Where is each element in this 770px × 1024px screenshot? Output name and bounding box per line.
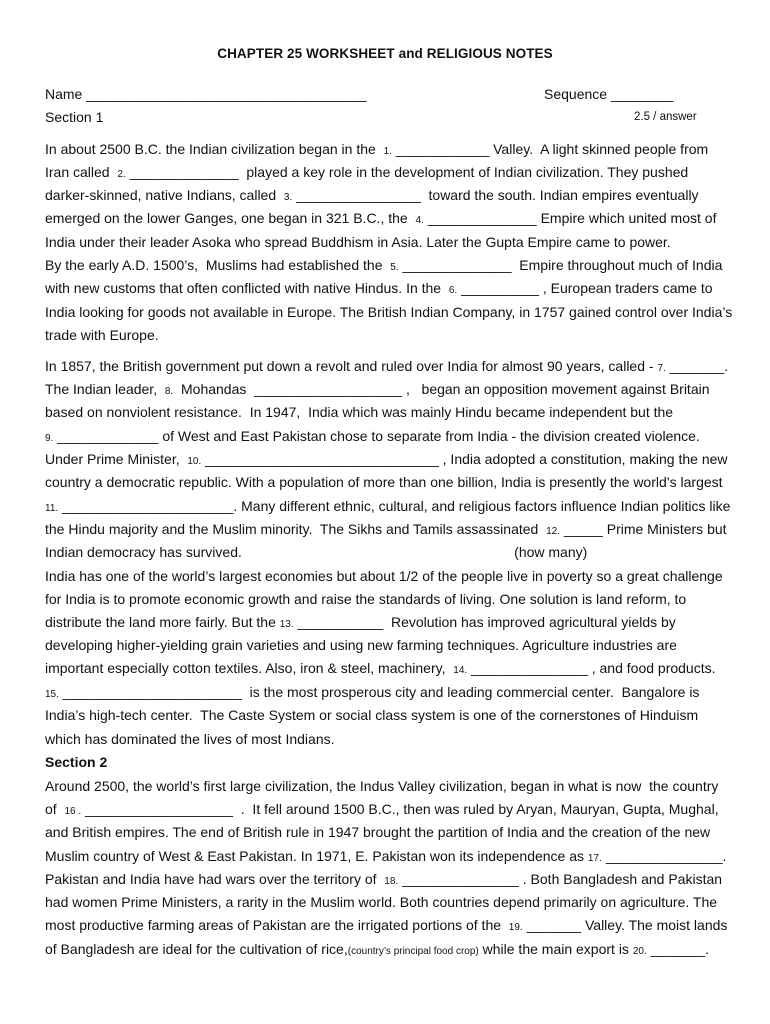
text-line: India under their leader Asoka who spread Buddhism in Asia. Later the Gupta Empire came to power.	[45, 234, 671, 250]
question-number: 5.	[390, 262, 399, 273]
text-line: with new customs that often conflicted with native Hindus. In the 6. __________ , European traders came to	[45, 280, 713, 296]
question-number: 15.	[45, 689, 59, 700]
question-number: 2.	[117, 169, 126, 180]
question-number: 14.	[453, 665, 468, 676]
question-number: 3.	[283, 192, 293, 203]
question-number: 13.	[279, 619, 294, 630]
text-line: Iran called 2. ______________ played a key role in the development of Indian civilization. They pushed	[45, 164, 689, 180]
text-line: India’s high-tech center. The Caste System or social class system is one of the cornerstones of Hinduism	[45, 707, 699, 723]
text-line	[45, 752, 107, 772]
text-line: By the early A.D. 1500’s, Muslims had established the 5. ______________ Empire throughout much of India	[45, 257, 723, 273]
question-number: 12.	[546, 526, 561, 537]
text-line: The Indian leader, 8. Mohandas ___________________ , began an opposition movement against Britain	[45, 381, 710, 397]
text-line: Under Prime Minister, 10. ______________________________ , India adopted a constitution, making the new	[45, 451, 728, 467]
question-number: 1.	[383, 146, 392, 157]
text-line: In about 2500 B.C. the Indian civilization began in the 1. ____________ Valley. A light skinned people from	[45, 141, 709, 157]
text-line: trade with Europe.	[45, 327, 159, 343]
question-number: 18.	[384, 876, 399, 887]
text-line: distribute the land more fairly. But the 13. ___________ Revolution has improved agricultural yields by	[45, 614, 676, 630]
question-number: 16 .	[64, 806, 82, 817]
points-per-answer: 2.5 / answer	[634, 111, 697, 123]
text-line: had women Prime Ministers, a rarity in the Muslim world. Both countries depend primarily on agriculture. The	[45, 894, 718, 910]
section-1-label: Section 1	[45, 109, 104, 125]
text-line: developing higher-yielding grain varieties and using new farming techniques. Agriculture industries are	[45, 637, 677, 653]
question-number: 9.	[45, 433, 54, 444]
text-line: emerged on the lower Ganges, one began in 321 B.C., the 4. ______________ Empire which united most of	[45, 210, 717, 226]
text-line: India looking for goods not available in Europe. The British Indian Company, in 1757 gained control over India’s	[45, 304, 733, 320]
text-line: of 16 . ___________________ . It fell around 1500 B.C., then was ruled by Aryan, Mauryan, Gupta, Mughal,	[45, 801, 719, 817]
sequence-field: Sequence ________	[544, 86, 674, 102]
text-line: 15. _______________________ is the most prosperous city and leading commercial center. Bangalore is	[45, 684, 700, 700]
question-number: 20.	[632, 946, 647, 957]
question-number: 8.	[164, 386, 174, 397]
question-number: 7.	[657, 363, 666, 374]
text-line: based on nonviolent resistance. In 1947, India which was mainly Hindu became independent but the	[45, 404, 674, 420]
page-title: CHAPTER 25 WORKSHEET and RELIGIOUS NOTES	[217, 46, 553, 61]
text-line: In 1857, the British government put down a revolt and ruled over India for almost 90 years, called - 7. _______.	[45, 358, 729, 374]
text-line: important especially cotton textiles. Also, iron & steel, machinery, 14. _______________ , and food products.	[45, 660, 716, 676]
text-line: the Hindu majority and the Muslim minority. The Sikhs and Tamils assassinated 12. _____ Prime Ministers but	[45, 521, 727, 537]
text-line: which has dominated the lives of most Indians.	[45, 731, 335, 747]
text-line: of Bangladesh are ideal for the cultivation of rice,(country’s principal food crop) while the main export is 20. _______.	[45, 941, 710, 957]
question-number: 6.	[448, 285, 458, 296]
question-number: 10.	[187, 456, 202, 467]
text-line: Indian democracy has survived. (how many)	[45, 544, 588, 560]
text-line: India has one of the world’s largest economies but about 1/2 of the people live in poverty so a great challenge	[45, 568, 723, 584]
text-line: country a democratic republic. With a population of more than one billion, India is presently the world’s largest	[45, 474, 723, 490]
question-number: 11.	[45, 503, 59, 514]
text-line: for India is to promote economic growth and raise the standards of living. One solution is land reform, to	[45, 591, 687, 607]
question-number: 4.	[415, 215, 424, 226]
text-line: most productive farming areas of Pakistan are the irrigated portions of the 19. _______ Valley. The moist lands	[45, 917, 728, 933]
text-line: 9. _____________ of West and East Pakistan chose to separate from India - the division created violence.	[45, 428, 700, 444]
question-number: 19.	[508, 922, 523, 933]
text-line: darker-skinned, native Indians, called 3. ________________ toward the south. Indian empires eventually	[45, 187, 699, 203]
text-line: Muslim country of West & East Pakistan. In 1971, E. Pakistan won its independence as 17. _______________.	[45, 848, 727, 864]
text-line: and British empires. The end of British rule in 1947 brought the partition of India and the creation of the new	[45, 824, 711, 840]
question-number: (country’s principal food crop)	[347, 946, 479, 957]
question-number: 17.	[587, 853, 602, 864]
text-line: 11. ______________________. Many different ethnic, cultural, and religious factors influence Indian politics like	[45, 498, 731, 514]
text-line: Around 2500, the world’s first large civilization, the Indus Valley civilization, began in what is now the country	[45, 778, 719, 794]
section-2-label: Section 2	[45, 754, 108, 770]
text-line: Pakistan and India have had wars over the territory of 18. _______________ . Both Bangladesh and Pakistan	[45, 871, 723, 887]
name-field: Name ____________________________________	[45, 86, 367, 102]
